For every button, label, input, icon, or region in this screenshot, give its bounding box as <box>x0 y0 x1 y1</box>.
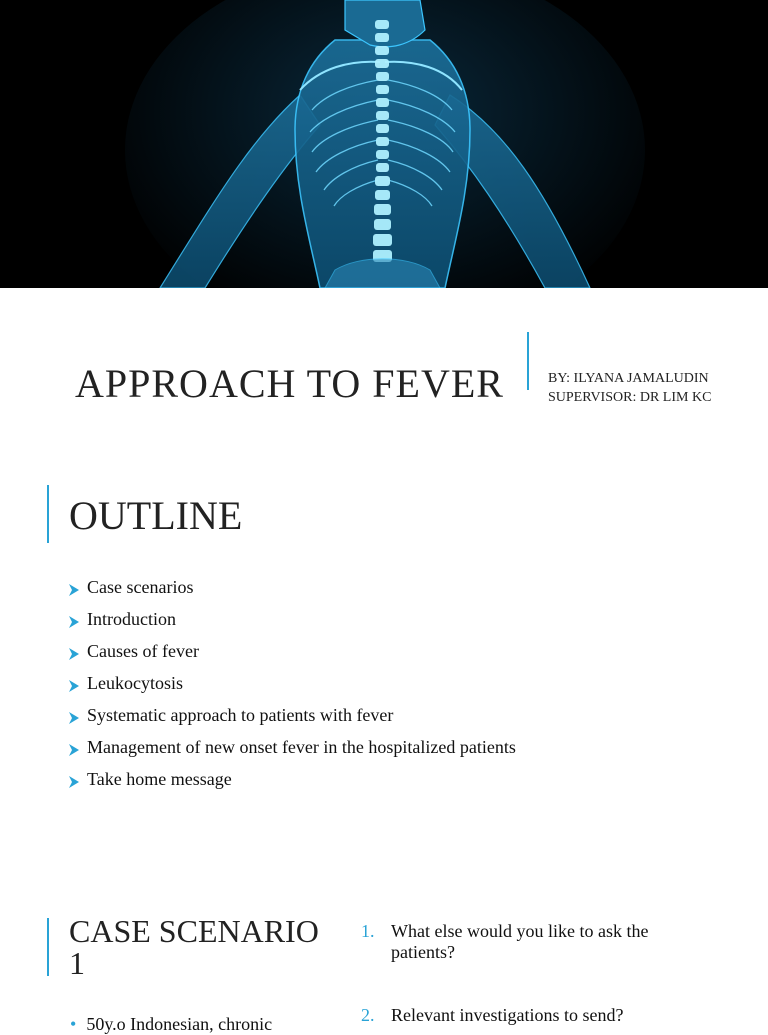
question-list <box>361 921 701 1026</box>
outline-heading: OUTLINE <box>69 493 243 538</box>
list-item <box>68 769 516 801</box>
outline-item-text: Take home message <box>87 769 232 789</box>
arrow-bullet-icon <box>68 583 80 597</box>
list-item <box>68 705 516 737</box>
hero-xray-image <box>0 0 768 288</box>
list-item <box>361 1005 701 1026</box>
arrow-bullet-icon <box>68 647 80 661</box>
bullet-dot-icon: • <box>70 1014 77 1034</box>
arrow-bullet-icon <box>68 711 80 725</box>
case-detail-bullet <box>70 1014 272 1035</box>
arrow-bullet-icon <box>68 775 80 789</box>
outline-item-text: Leukocytosis <box>87 673 183 693</box>
case-detail-text: 50y.o Indonesian, chronic <box>86 1014 273 1034</box>
supervisor-line: SUPERVISOR: DR LIM KC <box>548 390 712 405</box>
title-divider <box>527 332 529 390</box>
outline-list <box>68 577 516 801</box>
arrow-bullet-icon <box>68 743 80 757</box>
case-heading: CASE SCENARIO 1 <box>69 913 319 981</box>
outline-item-text: Systematic approach to patients with fever <box>87 705 394 725</box>
outline-item-text: Introduction <box>87 609 176 629</box>
presentation-title: APPROACH TO FEVER <box>75 361 504 406</box>
outline-item-text: Case scenarios <box>87 577 194 597</box>
question-number: 2. <box>361 1005 375 1025</box>
question-text: Relevant investigations to send? <box>391 1005 624 1025</box>
author-line: BY: ILYANA JAMALUDIN <box>548 371 709 386</box>
list-item <box>361 921 701 1005</box>
list-item <box>68 673 516 705</box>
outline-item-text: Causes of fever <box>87 641 199 661</box>
outline-accent-bar <box>47 485 49 543</box>
case-accent-bar <box>47 918 49 976</box>
arrow-bullet-icon <box>68 615 80 629</box>
byline <box>548 369 711 407</box>
list-item <box>68 737 516 769</box>
question-text: What else would you like to ask the patients? <box>391 921 649 962</box>
skeleton-illustration <box>0 0 768 288</box>
list-item <box>68 641 516 673</box>
list-item <box>68 609 516 641</box>
list-item <box>68 577 516 609</box>
outline-item-text: Management of new onset fever in the hospitalized patients <box>87 737 516 757</box>
arrow-bullet-icon <box>68 679 80 693</box>
question-number: 1. <box>361 921 375 941</box>
title-slide <box>0 0 768 450</box>
